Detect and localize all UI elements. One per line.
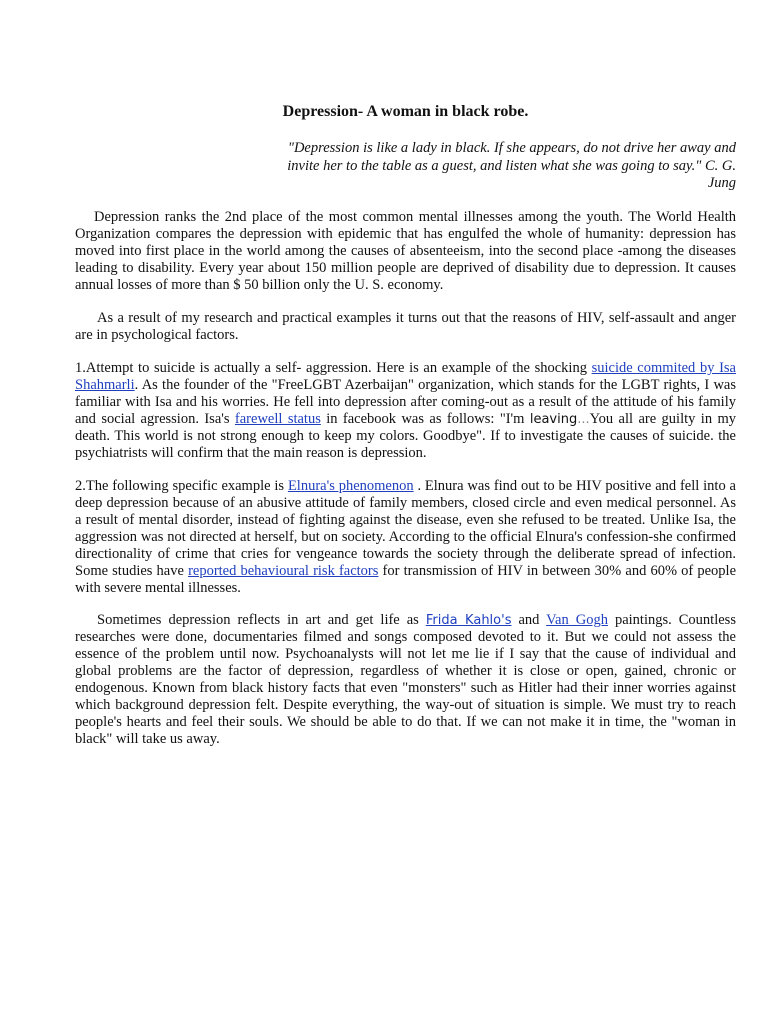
leaving-word: leaving: [529, 412, 578, 427]
paragraph-research-result: As a result of my research and practical examples it turns out that the reasons of HIV, self-assault and anger are in psychological factors.: [75, 310, 736, 343]
paragraph-text: Sometimes depression reflects in art and get life as: [97, 612, 426, 628]
paragraph-text: 1.Attempt to suicide is actually a self- aggression. Here is an example of the shocking: [75, 360, 592, 376]
document-page: [75, 0, 736, 1024]
paragraph-depression-ranking: Depression ranks the 2nd place of the most common mental illnesses among the youth. The World Health Organization compares the depression with epidemic that has engulfed the whole of humanity: depression has moved into first place in the world among the causes of absenteeism, into the second place -among the diseases leading to disability. Every year about 150 million people are deprived of disability due to depression. It causes annual losses of more than $ 50 billion only the U. S. economy.: [75, 209, 736, 293]
paragraph-text: in facebook was as follows: "I'm: [320, 411, 530, 427]
document-title: Depression- A woman in black robe.: [282, 103, 529, 120]
paragraph-text: . As the founder of the "FreeLGBT Azerbaijan" organization, which stands for the LGBT rights, I was familiar with Isa and his worries. He fell into depression after coming-out as a result of the attitude of his family and social agression. Isa's: [75, 377, 736, 427]
paragraph-text: . Elnura was find out to be HIV positive and fell into a deep depression because of an abusive attitude of family members, closed circle and even medical personnel. As a result of mental disorder, instead of fighting against the disease, even she refused to be treated. Unlike Isa, the aggression was not directed at herself, but on society. According to the official Elnura's confession-she confirmed directionality of crime that cries for vengeance towards the society through the deliberate spread of infection. Some studies have: [75, 478, 736, 579]
paragraph-art-and-conclusion: [75, 612, 736, 748]
paragraph-text: 2.The following specific example is: [75, 478, 288, 494]
link-elnuras-phenomenon[interactable]: Elnura's phenomenon: [287, 478, 414, 494]
paragraph-text: and: [511, 612, 547, 628]
epigraph-quote: "Depression is like a lady in black. If she appears, do not drive her away and invite her to the table as a guest, and listen what she was going to say." C. G. Jung: [287, 140, 736, 191]
link-suicide-commited[interactable]: suicide commited by Isa Shahmarli: [75, 360, 736, 393]
ellipsis: ...: [577, 412, 590, 427]
paragraph-suicide-example: [75, 360, 736, 462]
paragraph-text: paintings. Countless researches were done, documentaries filmed and songs composed devoted to it. But we could not assess the essence of the problem until now. Psychoanalysts will not let me lie if I say that the cause of individual and global problems are the factor of depression, regardless of whether it is close or open, gained, chronic or endogenous. Known from black history facts that even "monsters" such as Hitler had their inner worries against which background depression felt. Despite everything, the way-out of situation is simple. We must try to reach people's hearts and feel their souls. We should be able to do that. If we can not make it in time, the "woman in black" will take us away.: [75, 612, 736, 747]
link-farewell-status[interactable]: farewell status: [234, 411, 321, 427]
link-behavioural-risk-factors[interactable]: reported behavioural risk factors: [188, 563, 379, 579]
paragraph-text: for transmission of HIV in between 30% and 60% of people with severe mental illnesses.: [75, 563, 737, 596]
link-van-gogh[interactable]: Van Gogh: [546, 612, 608, 628]
paragraph-elnura-example: [75, 478, 736, 597]
link-frida-kahlo[interactable]: Frida Kahlo's: [425, 613, 512, 628]
paragraph-text: You all are guilty in my death. This world is not strong enough to keep my colors. Goodbye". If to investigate the causes of suicide. the psychiatrists will confirm that the main reason is depression.: [75, 411, 736, 461]
